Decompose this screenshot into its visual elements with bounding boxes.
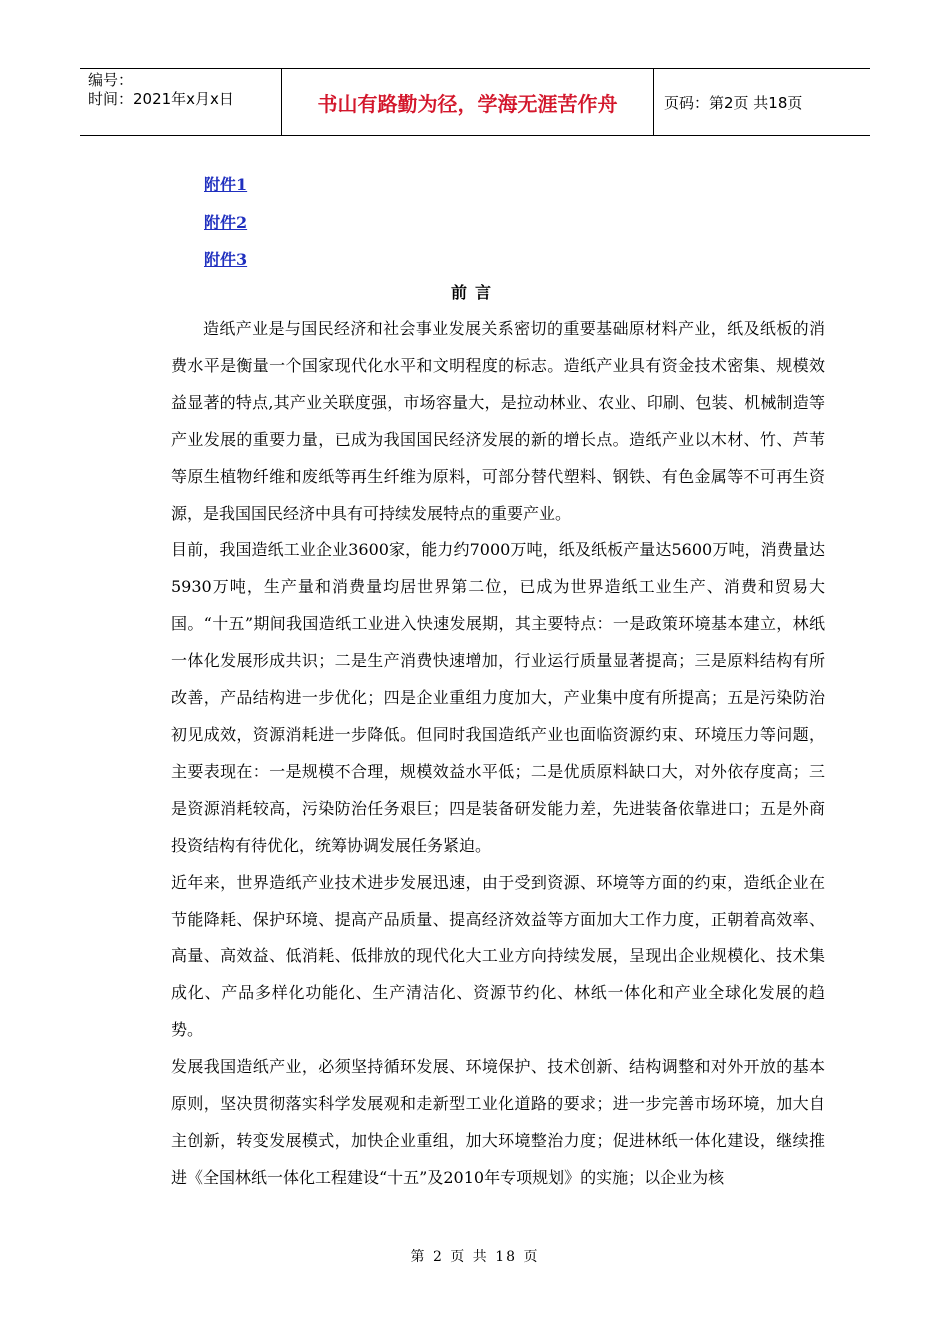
page-footer: 第 2 页 共 18 页 (410, 1249, 540, 1265)
paragraph: 近年来，世界造纸产业技术进步发展迅速，由于受到资源、环境等方面的约束，造纸企业在节能降耗、保护环境、提高产品质量、提高经济效益等方面加大工作力度，正朝着高效率、高量、高效益、低消耗、低排放的现代化大工业方向持续发展，呈现出企业规模化、技术集成化、产品多样化功能化、生产清洁化、资源节约化、林纸一体化和产业全球化发展的趋势。 (171, 872, 825, 1040)
paragraph: 造纸产业是与国民经济和社会事业发展关系密切的重要基础原材料产业，纸及纸板的消费水平是衡量一个国家现代化水平和文明程度的标志。造纸产业具有资金技术密集、规模效益显著的特点,其产业关联度强，市场容量大，是拉动林业、农业、印刷、包装、机械制造等产业发展的重要力量，已成为我国国民经济发展的新的增长点。造纸产业以木材、竹、芦苇等原生植物纤维和废纸等再生纤维为原料，可部分替代塑料、钢铁、有色金属等不可再生资源，是我国国民经济中具有可持续发展特点的重要产业。 (171, 319, 825, 523)
paragraph: 目前，我国造纸工业企业3600家，能力约7000万吨，纸及纸板产量达5600万吨，消费量达5930万吨，生产量和消费量均居世界第二位，已成为世界造纸工业生产、消费和贸易大国。“十五”期间我国造纸工业进入快速发展期，其主要特点：一是政策环境基本建立，林纸一体化发展形成共识；二是生产消费快速增加，行业运行质量显著提高；三是原料结构有所改善，产品结构进一步优化；四是企业重组力度加大，产业集中度有所提高；五是污染防治初见成效，资源消耗进一步降低。但同时我国造纸产业也面临资源约束、环境压力等问题，主要表现在：一是规模不合理，规模效益水平低；二是优质原料缺口大，对外依存度高；三是资源消耗较高，污染防治任务艰巨；四是装备研发能力差，先进装备依靠进口；五是外商投资结构有待优化，统筹协调发展任务紧迫。 (171, 540, 825, 855)
header-page-info: 页码：第2页 共18页 (664, 93, 803, 112)
attachment-links (204, 166, 247, 279)
document-body (171, 311, 825, 1197)
attachment-link-3[interactable]: 附件3 (204, 250, 248, 269)
attachment-link-1[interactable]: 附件1 (204, 175, 248, 194)
section-title: 前言 (450, 283, 499, 302)
document-time-label: 时间：2021年x月x日 (88, 90, 234, 108)
page-header (80, 68, 870, 136)
header-meta (80, 69, 282, 135)
attachment-link-2[interactable]: 附件2 (204, 212, 248, 232)
paragraph: 发展我国造纸产业，必须坚持循环发展、环境保护、技术创新、结构调整和对外开放的基本原则，坚决贯彻落实科学发展观和走新型工业化道路的要求；进一步完善市场环境，加大自主创新，转变发展模式，加快企业重组，加大环境整治力度；促进林纸一体化建设，继续推进《全国林纸一体化工程建设“十五”及2010年专项规划》的实施；以企业为核 (171, 1057, 825, 1187)
document-number-label: 编号： (88, 71, 134, 89)
header-motto: 书山有路勤为径，学海无涯苦作舟 (282, 69, 654, 135)
